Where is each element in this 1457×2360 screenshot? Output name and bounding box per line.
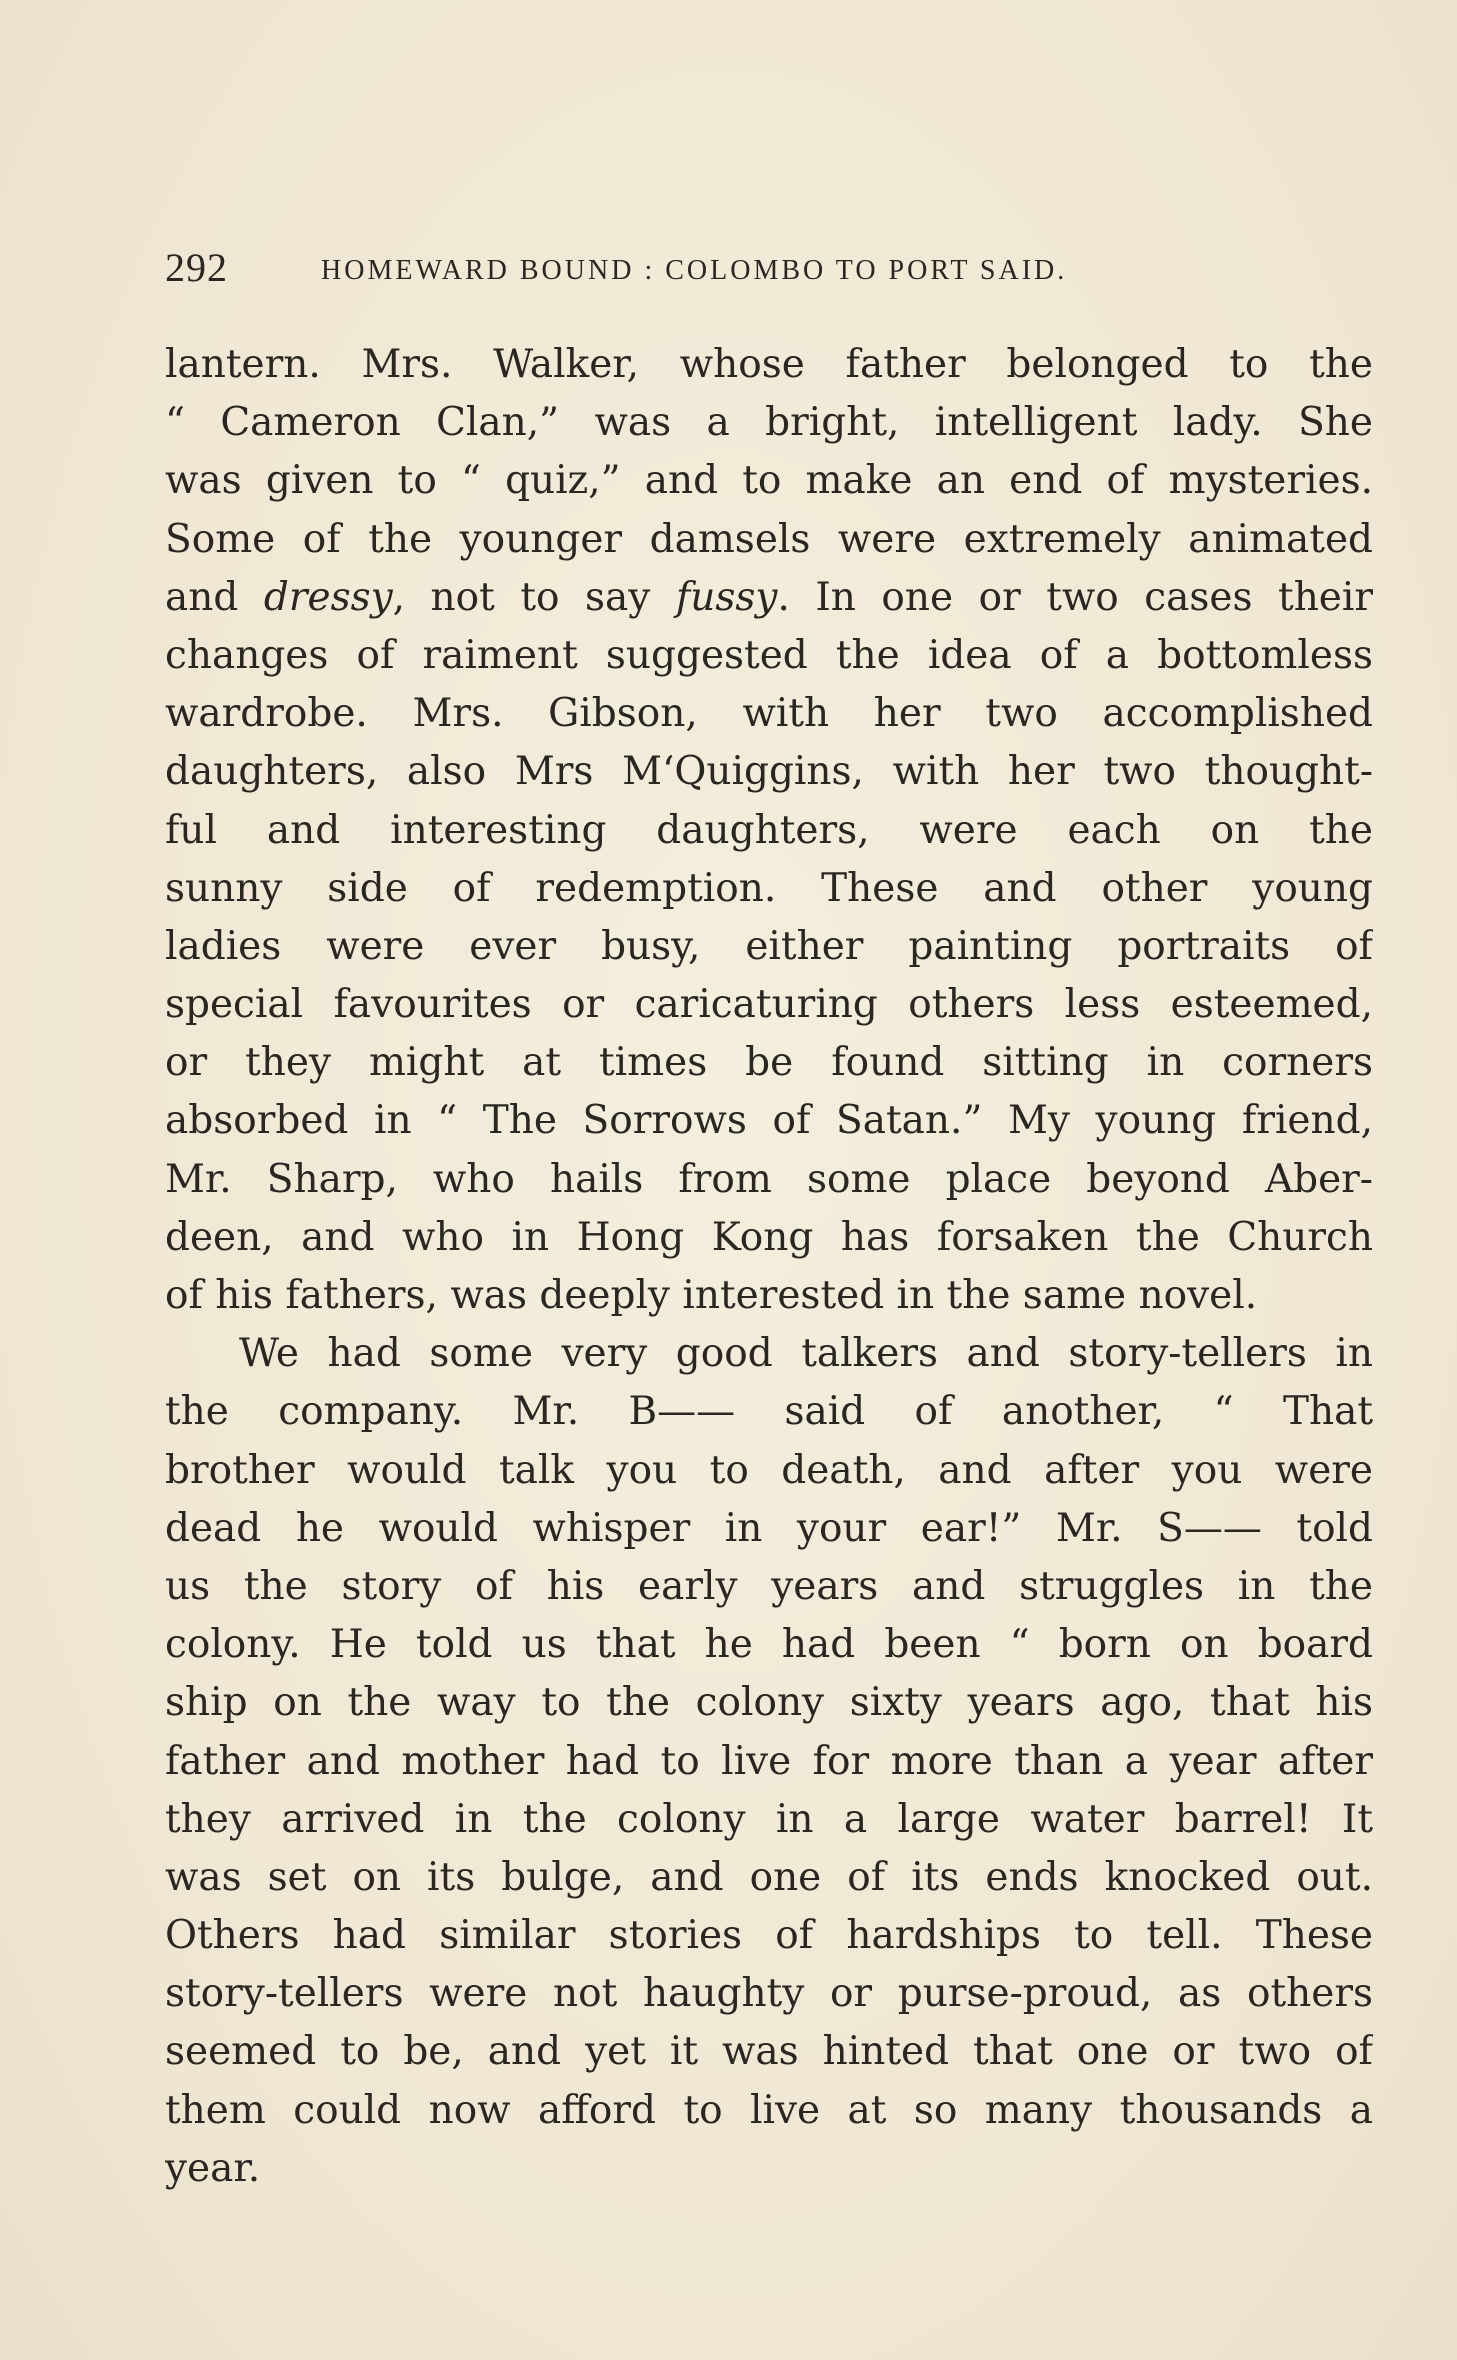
text-line: them could now afford to live at so many thousands a (165, 2087, 1373, 2133)
text-line: ship on the way to the colony sixty years ago, that his (165, 1680, 1373, 1726)
text-run: , not to say (392, 574, 651, 620)
text-line: us the story of his early years and struggles in the (165, 1563, 1373, 1609)
italic-word-fussy: fussy (675, 574, 778, 620)
italic-word-dressy: dressy (263, 574, 393, 620)
text-line: father and mother had to live for more than a year after (165, 1738, 1373, 1784)
text-line: was given to “ quiz,” and to make an end of mysteries. (165, 458, 1373, 504)
text-line: Others had similar stories of hardships to tell. These (165, 1913, 1373, 1959)
text-line: wardrobe. Mrs. Gibson, with her two accomplished (165, 691, 1373, 737)
text-line: Some of the younger damsels were extremely animated (165, 516, 1373, 562)
text-line: story-tellers were not haughty or purse-proud, as others (165, 1971, 1373, 2017)
text-line: ful and interesting daughters, were each on the (165, 807, 1373, 853)
text-run: and (165, 574, 239, 620)
text-line: brother would talk you to death, and after you were (165, 1447, 1373, 1493)
text-line: ladies were ever busy, either painting portraits of (165, 923, 1373, 969)
text-line: absorbed in “ The Sorrows of Satan.” My young friend, (165, 1098, 1373, 1144)
text-line: dead he would whisper in your ear!” Mr. S—— told (165, 1505, 1373, 1551)
text-line-paragraph-start: We had some very good talkers and story-tellers in (239, 1331, 1373, 1377)
text-line: sunny side of redemption. These and other young (165, 865, 1373, 911)
text-line: the company. Mr. B—— said of another, “ That (165, 1389, 1373, 1435)
text-line: special favourites or caricaturing others less esteemed, (165, 982, 1373, 1028)
text-line: was set on its bulge, and one of its ends knocked out. (165, 1854, 1373, 1900)
text-run: . In one or two cases their (777, 574, 1373, 620)
text-line: seemed to be, and yet it was hinted that one or two of (165, 2029, 1373, 2075)
text-line: deen, and who in Hong Kong has forsaken the Church (165, 1214, 1373, 1260)
text-line: colony. He told us that he had been “ born on board (165, 1622, 1373, 1668)
page-number: 292 (165, 245, 228, 290)
page-header (165, 243, 1375, 293)
text-line: of his fathers, was deeply interested in the same novel. (165, 1273, 1258, 1318)
text-line (165, 569, 1373, 627)
running-head: HOMEWARD BOUND : COLOMBO TO PORT SAID. (321, 255, 1068, 286)
text-line: changes of raiment suggested the idea of a bottomless (165, 632, 1373, 678)
body-text (165, 336, 1373, 2198)
text-line: Mr. Sharp, who hails from some place beyond Aber- (165, 1156, 1373, 1202)
text-line: daughters, also Mrs M‘Quiggins, with her two thought- (165, 749, 1373, 795)
text-line: “ Cameron Clan,” was a bright, intelligent lady. She (165, 400, 1373, 446)
text-line: they arrived in the colony in a large water barrel! It (165, 1796, 1373, 1842)
text-line: lantern. Mrs. Walker, whose father belonged to the (165, 342, 1373, 387)
text-line: year. (165, 2145, 261, 2191)
text-line: or they might at times be found sitting in corners (165, 1040, 1373, 1086)
